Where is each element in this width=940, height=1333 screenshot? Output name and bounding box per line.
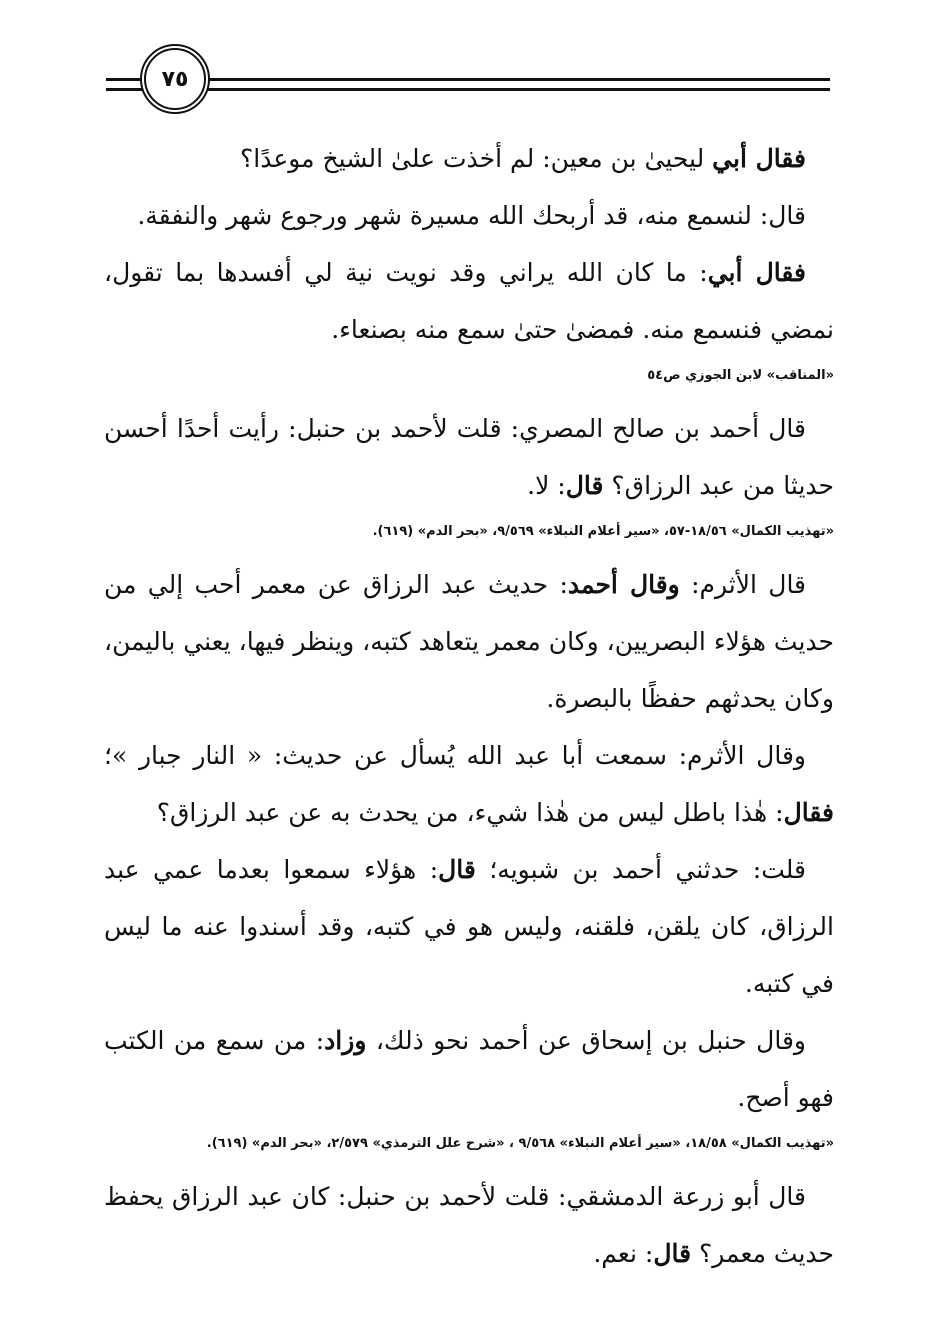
bold-phrase: فقال — [783, 798, 834, 827]
text-run: : ما كان الله يراني وقد نويت نية لي أفسدها بما تقول، نمضي فنسمع منه. فمضىٰ حتىٰ سمع منه بصنعاء. — [104, 258, 834, 344]
text-run: قال أبو زرعة الدمشقي: قلت لأحمد بن حنبل: كان عبد الرزاق يحفظ حديث معمر؟ — [104, 1182, 834, 1268]
bold-phrase: وقال أحمد — [567, 570, 680, 599]
text-run: «تهذيب الكمال» ١٨/٥٨، «سير أعلام النبلاء» ٩/٥٦٨ ، «شرح علل الترمذي» ٢/٥٧٩، «بحر الدم» (٦١٩). — [206, 1136, 834, 1151]
text-run: : هٰذا باطل ليس من هٰذا شيء، من يحدث به عن عبد الرزاق؟ — [156, 798, 784, 827]
text-run: قال: لنسمع منه، قد أربحك الله مسيرة شهر ورجوع شهر والنفقة. — [137, 201, 806, 230]
paragraph — [104, 1012, 834, 1126]
text-run: : هؤلاء سمعوا بعدما عمي عبد الرزاق، كان يلقن، فلقنه، وليس هو في كتبه، وقد أسندوا عنه ما ليس في كتبه. — [104, 855, 834, 998]
text-run: وقال حنبل بن إسحاق عن أحمد نحو ذلك، — [366, 1026, 806, 1055]
paragraph — [104, 1168, 834, 1282]
footnote-reference — [104, 514, 834, 550]
footnote-reference — [104, 358, 834, 394]
paragraph — [104, 556, 834, 727]
header-rule-right-2 — [206, 88, 830, 91]
text-run: : حديث عبد الرزاق عن معمر أحب إلي من حديث هؤلاء البصريين، وكان معمر يتعاهد كتبه، وينظر فيها، يعني باليمن، وكان يحدثهم حفظًا بالبصرة. — [104, 570, 834, 713]
paragraph — [104, 244, 834, 358]
text-run: : من سمع من الكتب فهو أصح. — [104, 1026, 834, 1112]
bold-phrase: قال — [438, 855, 476, 884]
bold-phrase: فقال أبي — [712, 144, 806, 173]
page-number: ٧٥ — [140, 44, 210, 114]
header-rule-right — [206, 78, 830, 81]
paragraph — [104, 187, 834, 244]
footnote-reference — [104, 1126, 834, 1162]
bold-phrase: وزاد — [324, 1026, 367, 1055]
text-run: «تهذيب الكمال» ١٨/٥٦-٥٧، «سير أعلام النبلاء» ٩/٥٦٩، «بحر الدم» (٦١٩). — [372, 524, 834, 539]
text-run: ليحيىٰ بن معين: لم أخذت علىٰ الشيخ موعدًا؟ — [240, 144, 713, 173]
paragraph — [104, 727, 834, 841]
bold-phrase: قال — [653, 1239, 692, 1268]
paragraph — [104, 841, 834, 1012]
header-rule-left-2 — [106, 88, 144, 91]
text-run: قال أحمد بن صالح المصري: قلت لأحمد بن حنبل: رأيت أحدًا أحسن حديثا من عبد الرزاق؟ — [104, 414, 834, 500]
text-run: : لا. — [527, 471, 566, 500]
text-run: «المناقب» لابن الجوزي ص٥٤ — [647, 368, 834, 383]
text-run: وقال الأثرم: سمعت أبا عبد الله يُسأل عن حديث: « النار جبار »؛ — [104, 741, 806, 770]
page-body — [104, 130, 834, 1282]
bold-phrase: قال — [565, 471, 604, 500]
bold-phrase: فقال أبي — [707, 258, 807, 287]
header-rule-left — [106, 78, 144, 81]
text-run: قلت: حدثني أحمد بن شبويه؛ — [475, 855, 807, 884]
text-run: : نعم. — [593, 1239, 654, 1268]
paragraph — [104, 400, 834, 514]
text-run: قال الأثرم: — [679, 570, 807, 599]
page-header — [0, 0, 940, 130]
paragraph — [104, 130, 834, 187]
